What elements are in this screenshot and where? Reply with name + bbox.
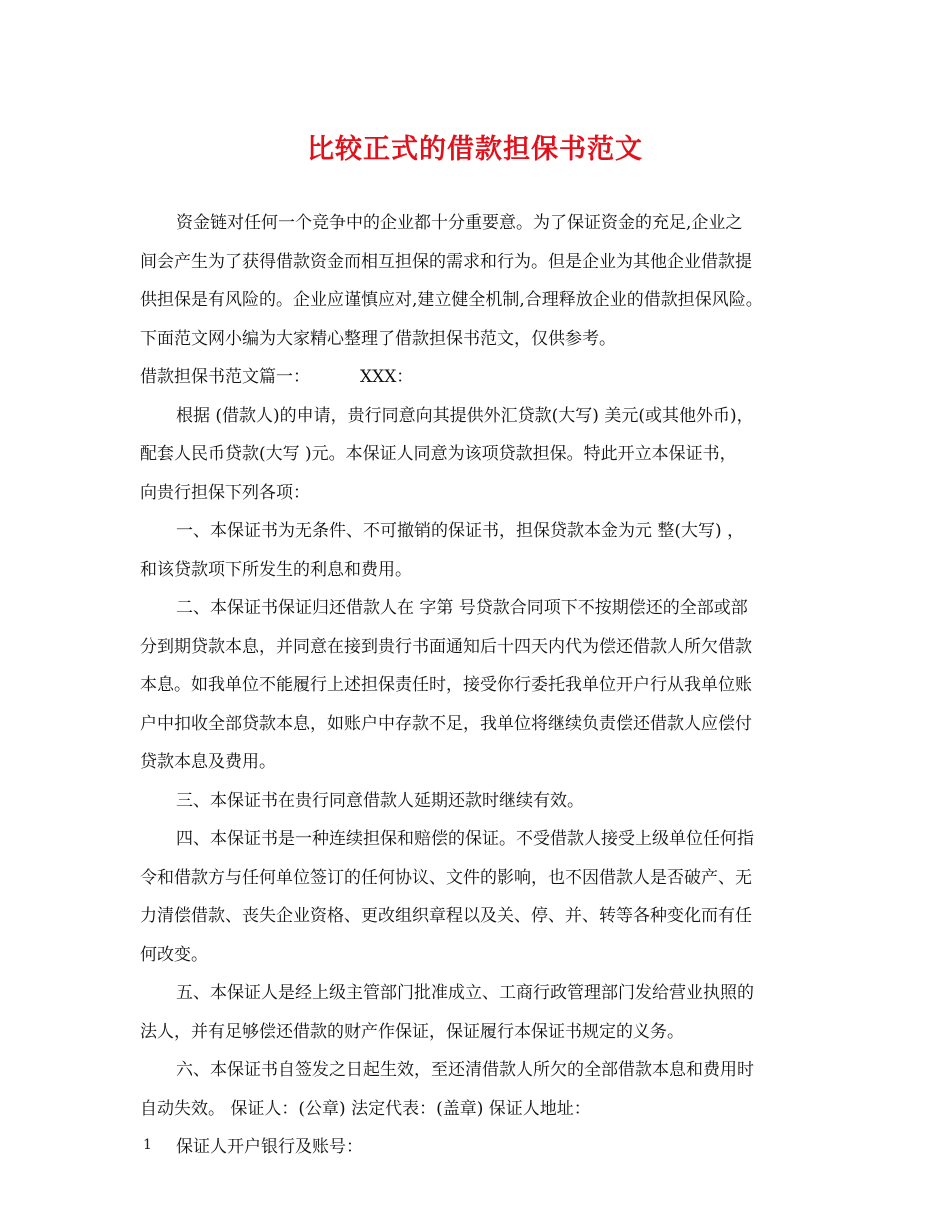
body-line: 六、本保证书自签发之日起生效，至还清借款人所欠的全部借款本息和费用时 — [176, 1060, 754, 1080]
body-line: 五、本保证人是经上级主管部门批准成立、工商行政管理部门发给营业执照的 — [176, 983, 754, 1003]
body-line: 何改变。 — [140, 944, 208, 965]
body-line: 保证人开户银行及账号： — [176, 1137, 363, 1157]
document-title: 比较正式的借款担保书范文 — [307, 134, 643, 165]
section-heading-label: 借款担保书范文篇一： — [140, 367, 310, 387]
body-line: 根据 (借款人)的申请，贵行同意向其提供外汇贷款(大写) 美元(或其他外币)， — [176, 405, 754, 426]
body-line: 分到期贷款本息，并同意在接到贵行书面通知后十四天内代为偿还借款人所欠借款 — [140, 636, 752, 657]
body-line: 三、本保证书在贵行同意借款人延期还款时继续有效。 — [176, 790, 584, 811]
section-heading-addressee: XXX： — [360, 367, 414, 387]
body-line: 和该贷款项下所发生的利息和费用。 — [140, 559, 412, 580]
body-line: 下面范文网小编为大家精心整理了借款担保书范文，仅供参考。 — [140, 328, 616, 349]
body-line: 配套人民币贷款(大写 )元。本保证人同意为该项贷款担保。特此开立本保证书， — [140, 444, 737, 464]
body-line: 资金链对任何一个竞争中的企业都十分重要意。为了保证资金的充足,企业之 — [176, 213, 743, 233]
body-line: 本息。如我单位不能履行上述担保责任时，接受你行委托我单位开户行从我单位账 — [140, 675, 752, 695]
body-line: 法人，并有足够偿还借款的财产作保证，保证履行本保证书规定的义务。 — [140, 1021, 684, 1042]
body-line: 间会产生为了获得借款资金而相互担保的需求和行为。但是企业为其他企业借款提 — [140, 251, 752, 272]
body-line: 四、本保证书是一种连续担保和赔偿的保证。不受借款人接受上级单位任何指 — [176, 829, 754, 849]
body-line: 贷款本息及费用。 — [140, 752, 276, 772]
document-body — [140, 204, 830, 1167]
section-heading — [140, 358, 830, 397]
body-line: 二、本保证书保证归还借款人在 字第 号贷款合同项下不按期偿还的全部或部 — [176, 598, 748, 618]
body-line: 户中扣收全部贷款本息，如账户中存款不足，我单位将继续负责偿还借款人应偿付 — [140, 713, 752, 734]
body-line: 令和借款方与任何单位签订的任何协议、文件的影响，也不因借款人是否破产、无 — [140, 867, 752, 888]
body-line: 供担保是有风险的。企业应谨慎应对,建立健全机制,合理释放企业的借款担保风险。 — [140, 290, 763, 310]
page-number: 1 — [143, 1137, 152, 1153]
body-line: 向贵行担保下列各项： — [140, 482, 310, 503]
body-line: 力清偿借款、丧失企业资格、更改组织章程以及关、停、并、转等各种变化而有任 — [140, 906, 752, 926]
body-line: 自动失效。 保证人：(公章) 法定代表：(盖章) 保证人地址： — [140, 1098, 591, 1119]
body-line: 一、本保证书为无条件、不可撤销的保证书，担保贷款本金为元 整(大写) ， — [176, 521, 745, 541]
